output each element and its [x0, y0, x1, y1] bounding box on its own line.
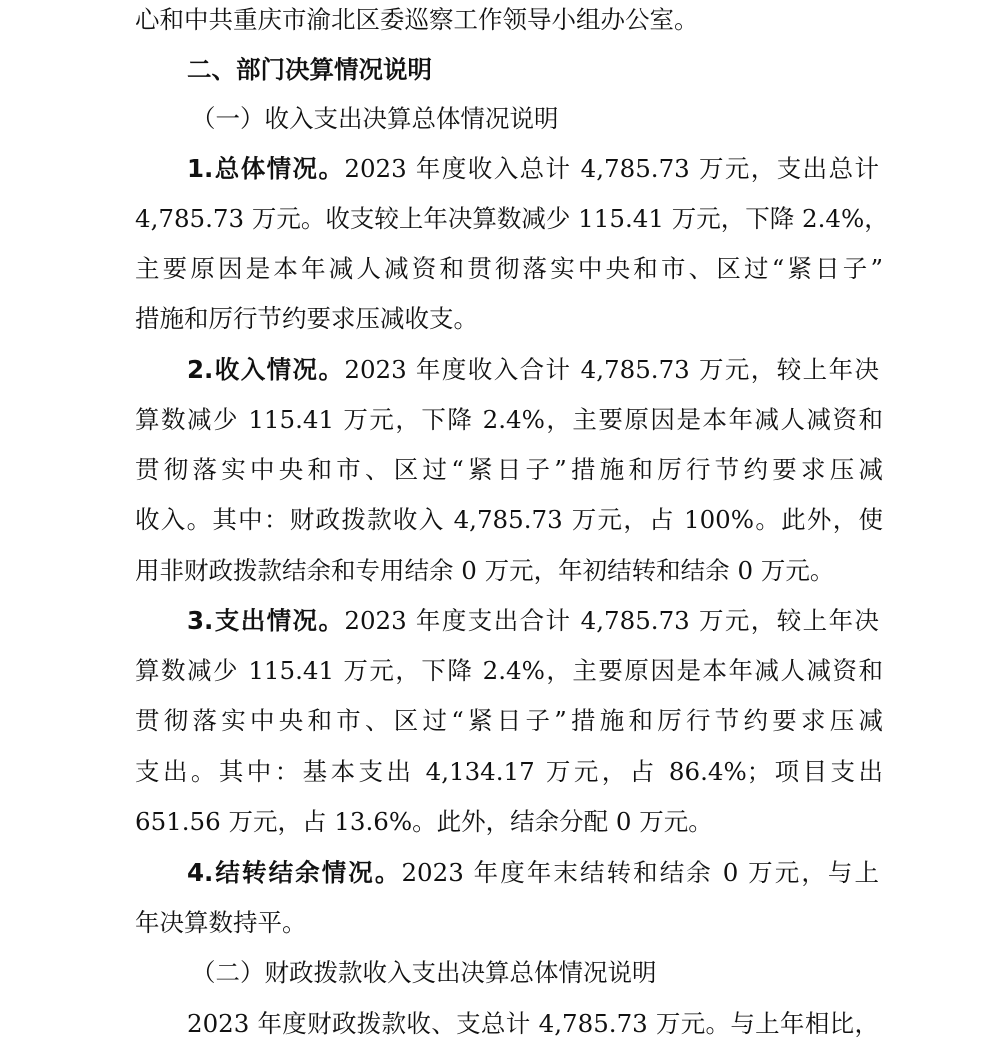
paragraph-income-line-5: 用非财政拨款结余和专用结余 0 万元，年初结转和结余 0 万元。	[135, 556, 835, 585]
subsection-heading-2: （二）财政拨款收入支出决算总体情况说明	[191, 958, 657, 987]
paragraph-expense-line-2: 算数减少 115.41 万元，下降 2.4%，主要原因是本年减人减资和	[135, 656, 883, 685]
paragraph-overall-line-2: 4,785.73 万元。收支较上年决算数减少 115.41 万元，下降 2.4%，	[135, 204, 889, 233]
paragraph-income-line-4: 收入。其中：财政拨款收入 4,785.73 万元，占 100%。此外，使	[135, 505, 883, 534]
continuation-line: 心和中共重庆市渝北区委巡察工作领导小组办公室。	[135, 5, 699, 34]
paragraph-expense-line-4: 支出。其中：基本支出 4,134.17 万元，占 86.4%；项目支出	[135, 757, 883, 786]
section-heading: 二、部门决算情况说明	[187, 55, 432, 84]
paragraph-overall-line-1: 1.总体情况。2023 年度收入总计 4,785.73 万元，支出总计	[187, 154, 879, 183]
paragraph-label: 2.收入情况。	[187, 355, 345, 384]
paragraph-overall-line-3: 主要原因是本年减人减资和贯彻落实中央和市、区过“紧日子”	[135, 254, 883, 283]
paragraph-label: 4.结转结余情况。	[187, 858, 402, 887]
paragraph-income-line-3: 贯彻落实中央和市、区过“紧日子”措施和厉行节约要求压减	[135, 455, 883, 484]
paragraph-label: 3.支出情况。	[187, 606, 345, 635]
paragraph-expense-line-5: 651.56 万元，占 13.6%。此外，结余分配 0 万元。	[135, 807, 713, 836]
paragraph-carryover-line-2: 年决算数持平。	[135, 908, 307, 937]
paragraph-fiscal-line-1: 2023 年度财政拨款收、支总计 4,785.73 万元。与上年相比，	[187, 1009, 879, 1038]
paragraph-label: 1.总体情况。	[187, 154, 345, 183]
paragraph-income-line-2: 算数减少 115.41 万元，下降 2.4%，主要原因是本年减人减资和	[135, 405, 883, 434]
paragraph-expense-line-1: 3.支出情况。2023 年度支出合计 4,785.73 万元，较上年决	[187, 606, 879, 635]
subsection-heading-1: （一）收入支出决算总体情况说明	[191, 104, 559, 133]
paragraph-income-line-1: 2.收入情况。2023 年度收入合计 4,785.73 万元，较上年决	[187, 355, 879, 384]
paragraph-expense-line-3: 贯彻落实中央和市、区过“紧日子”措施和厉行节约要求压减	[135, 706, 883, 735]
paragraph-carryover-line-1: 4.结转结余情况。2023 年度年末结转和结余 0 万元，与上	[187, 858, 879, 887]
paragraph-overall-line-4: 措施和厉行节约要求压减收支。	[135, 304, 478, 333]
